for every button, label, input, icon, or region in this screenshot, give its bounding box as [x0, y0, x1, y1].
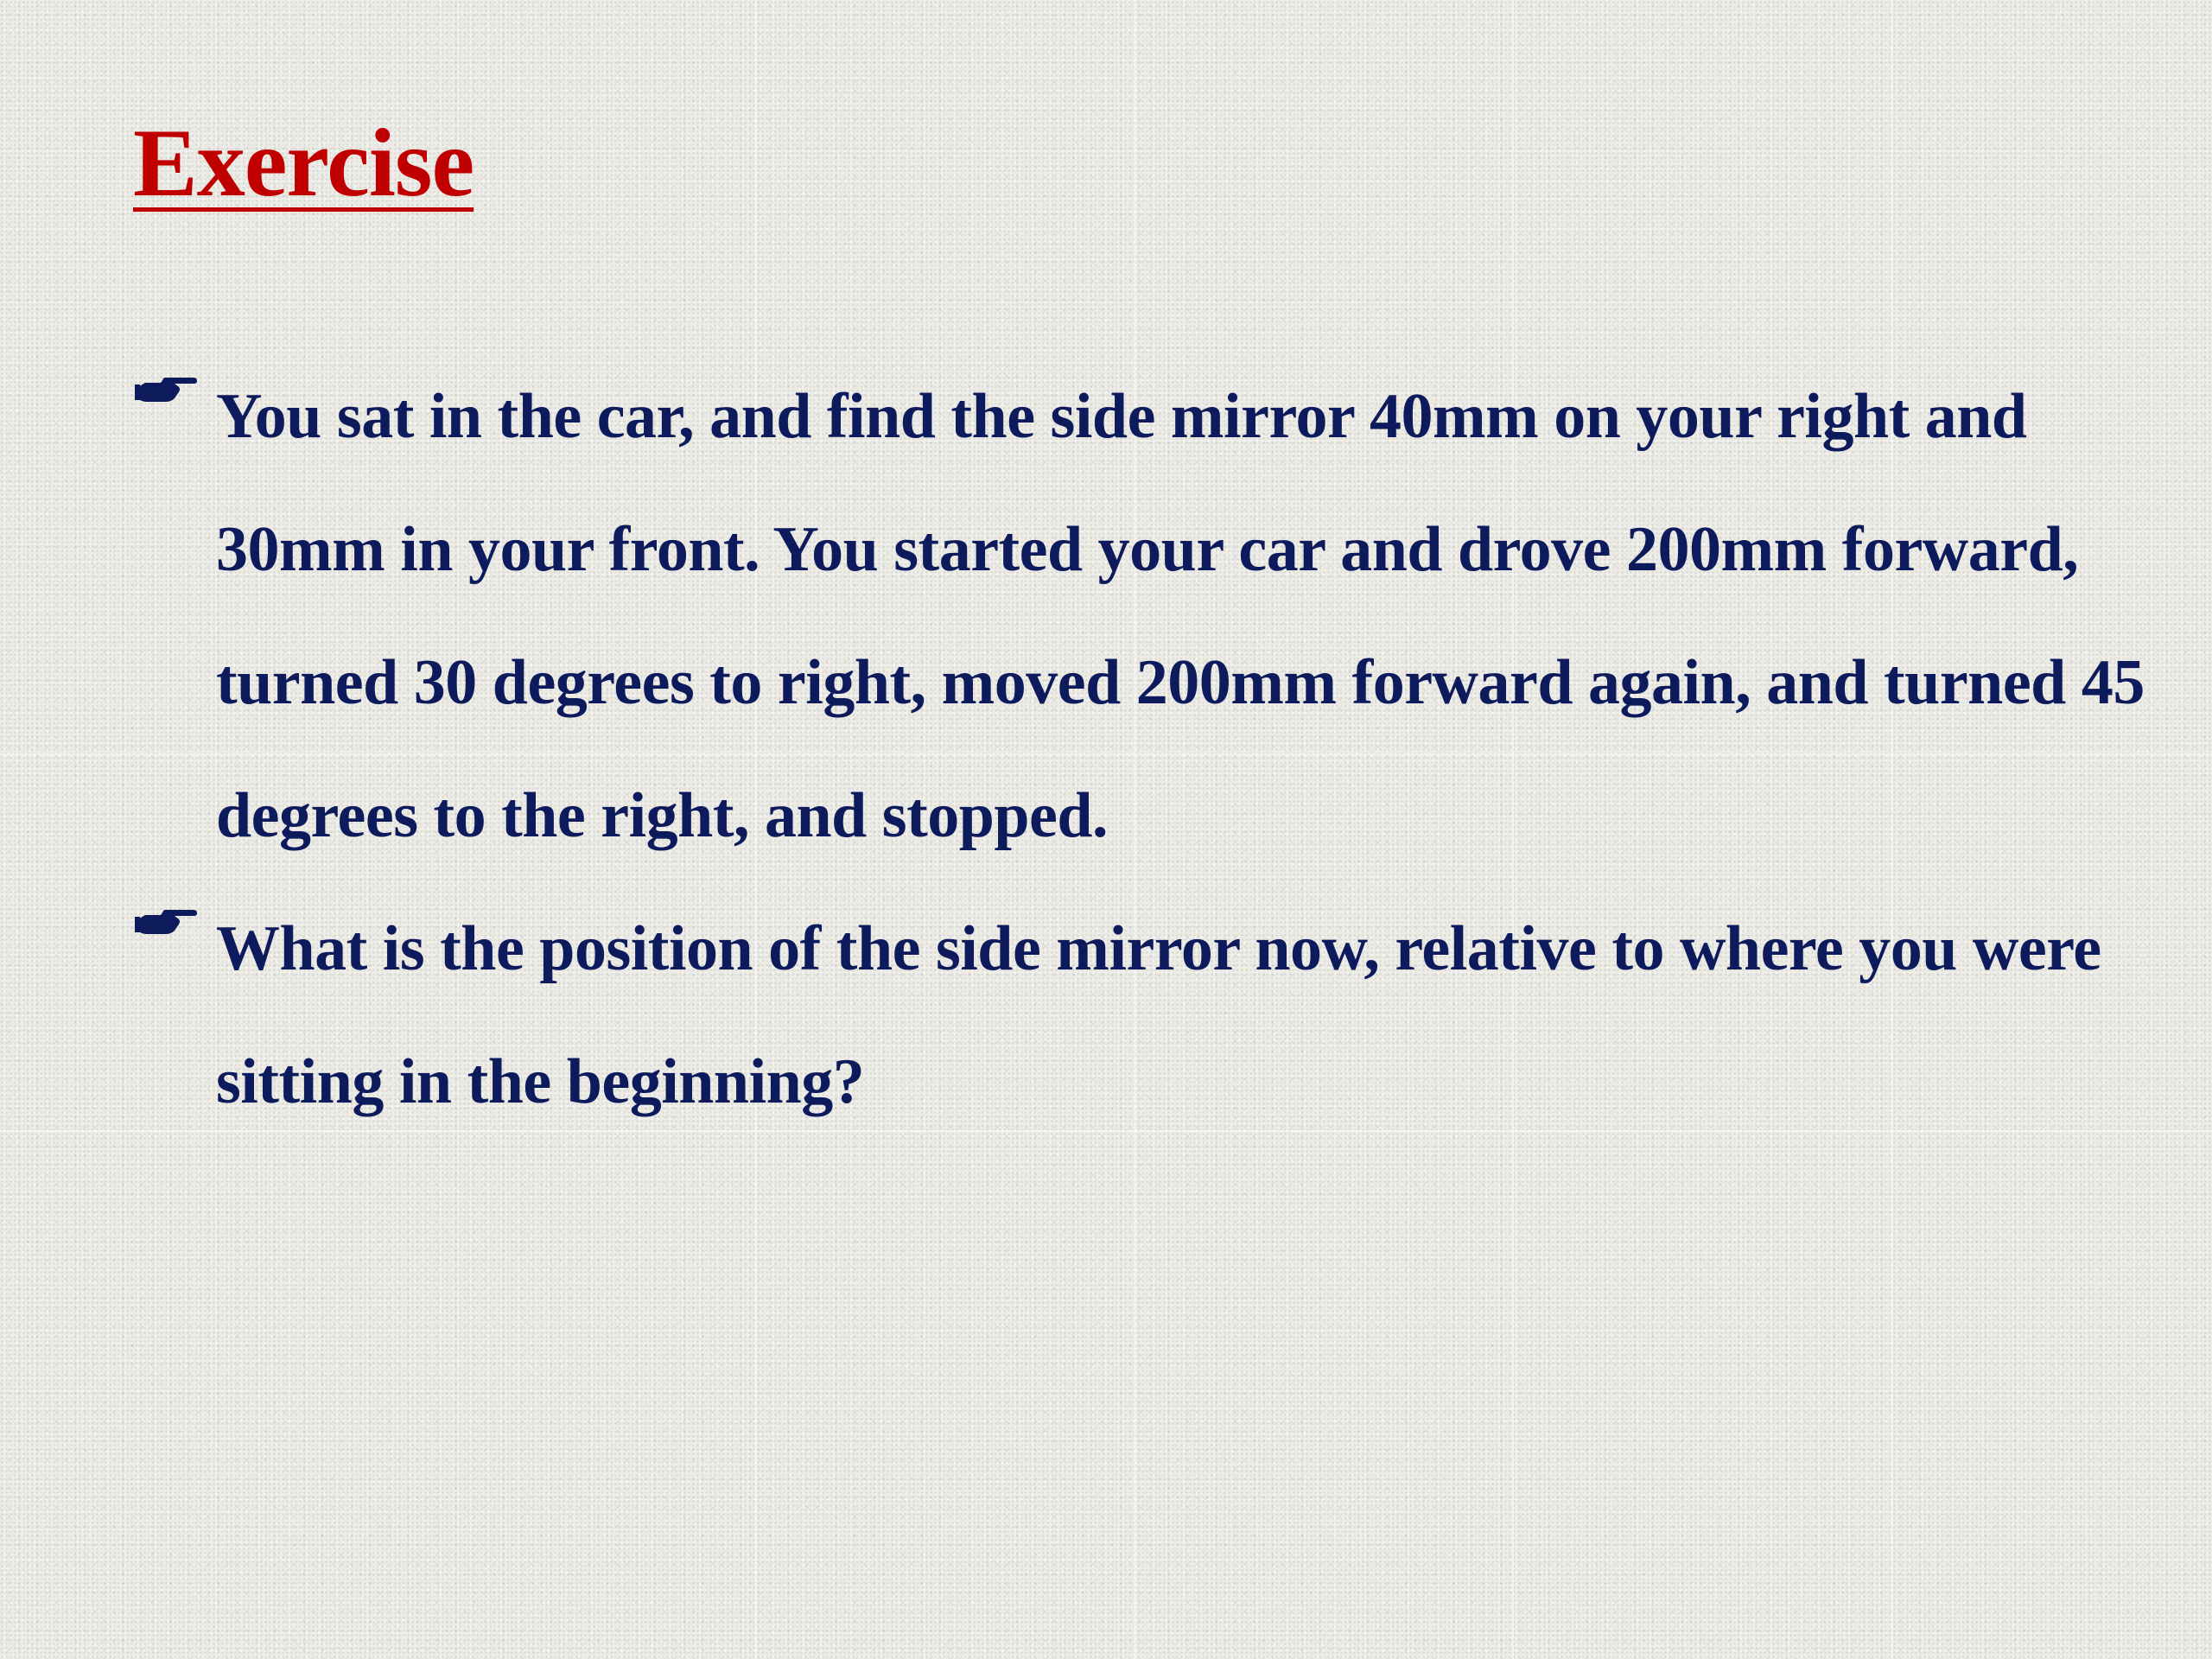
bullet-text: What is the position of the side mirror now, relative to where you were sitting in the beginning? [216, 913, 2101, 1117]
pointing-hand-icon [135, 905, 199, 939]
bullet-list [130, 350, 2203, 1148]
pointing-hand-icon [135, 372, 199, 407]
bullet-text: You sat in the car, and find the side mirror 40mm on your right and 30mm in your front. You started your car and drove 200mm forward, turned 30 degrees to right, moved 200mm forward again, and turned 45 degrees to the right, and stopped. [216, 381, 2145, 851]
slide-title: Exercise [133, 110, 474, 217]
bullet-item [130, 882, 2203, 1148]
bullet-item [130, 350, 2203, 882]
